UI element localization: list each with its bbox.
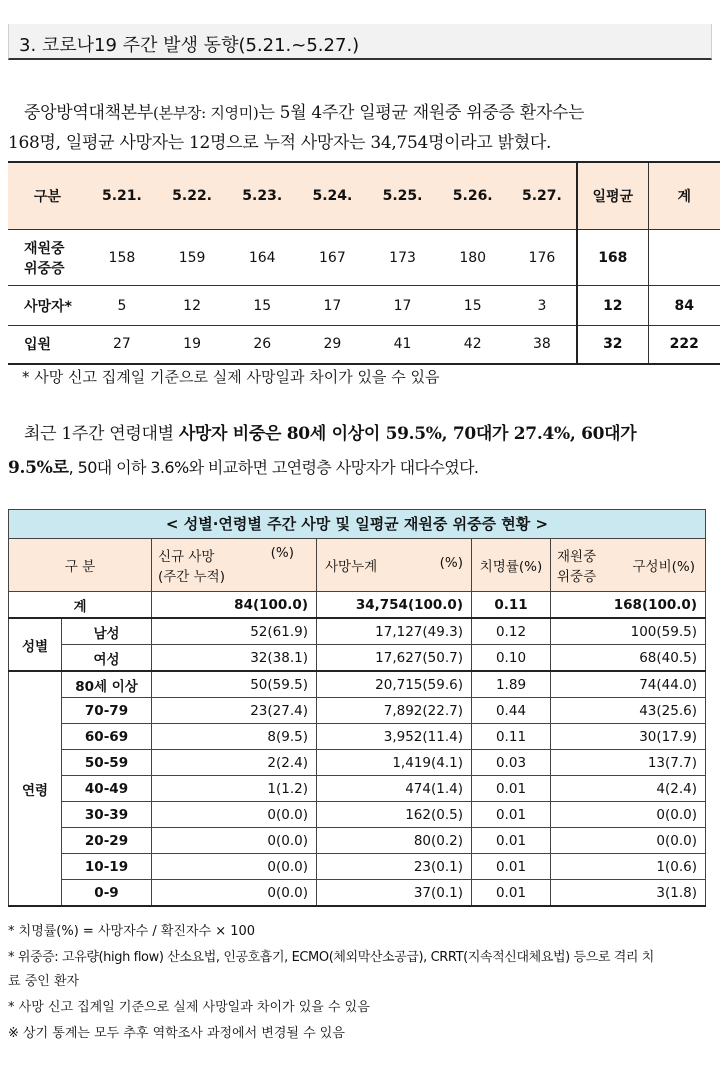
table-cell: 3 [508, 286, 577, 326]
table-cell: 68(40.5) [551, 645, 706, 672]
col-header: 5.22. [157, 162, 227, 230]
table1-note: * 사망 신고 집계일 기준으로 실제 사망일과 차이가 있을 수 있음 [22, 368, 440, 386]
table-cell: 474(1.4) [317, 776, 472, 802]
table-cell: 38 [508, 326, 577, 364]
table-cell: 176 [508, 230, 577, 286]
table-row [9, 724, 706, 750]
avg-cell: 168 [577, 230, 648, 286]
table-row [8, 230, 720, 286]
table-cell: 23(0.1) [317, 854, 472, 880]
row-label: 40-49 [62, 776, 152, 802]
table-header-row [8, 162, 720, 230]
sex-age-table [8, 538, 706, 907]
col-header: 구분 [8, 162, 87, 230]
table-cell: 37(0.1) [317, 880, 472, 907]
row-label: 0-9 [62, 880, 152, 907]
row-label: 50-59 [62, 750, 152, 776]
footnote: * 사망 신고 집계일 기준으로 실제 사망일과 차이가 있을 수 있음 [8, 1000, 370, 1015]
table-cell: 84(100.0) [152, 592, 317, 619]
row-label: 입원 [8, 326, 87, 364]
table-cell: 23(27.4) [152, 698, 317, 724]
table-cell: 0.11 [472, 724, 551, 750]
agency-head: (본부장: 지영미) [152, 104, 259, 122]
footnote: * 치명률(%) = 사망자수 / 확진자수 × 100 [8, 924, 256, 939]
col-header: 5.25. [367, 162, 437, 230]
table-cell: 8(9.5) [152, 724, 317, 750]
age-text-3: 9.5%로 [8, 458, 69, 478]
row-label: 10-19 [62, 854, 152, 880]
table-cell: 32(38.1) [152, 645, 317, 672]
table-cell: 17 [297, 286, 367, 326]
col-header: 5.27. [508, 162, 577, 230]
row-label: 여성 [62, 645, 152, 672]
table-cell: 180 [438, 230, 508, 286]
col-header: 치명률(%) [472, 539, 551, 592]
table-cell: 167 [297, 230, 367, 286]
table-cell: 1,419(4.1) [317, 750, 472, 776]
table-cell: 0.01 [472, 854, 551, 880]
age-text-4: , 50대 이하 3.6%와 비교하면 고연령층 사망자가 대다수였다. [68, 458, 479, 477]
table-cell: 15 [438, 286, 508, 326]
summary-text-1: 는 5월 4주간 일평균 재원중 위중증 환자수는 [258, 103, 585, 123]
age-text-2: 사망자 비중은 80세 이상이 59.5%, 70대가 27.4%, 60대가 [178, 424, 637, 444]
table-cell: 17 [367, 286, 437, 326]
footnote: 료 중인 환자 [8, 974, 80, 989]
table2-caption: < 성별·연령별 주간 사망 및 일평균 재원중 위중증 현황 > [8, 509, 706, 538]
row-label: 80세 이상 [62, 671, 152, 698]
col-header: 5.26. [438, 162, 508, 230]
table-cell: 34,754(100.0) [317, 592, 472, 619]
table-cell: 42 [438, 326, 508, 364]
table-cell: 168(100.0) [551, 592, 706, 619]
footnote: * 위중증: 고유량(high flow) 산소요법, 인공호흡기, ECMO(체외막산소공급), CRRT(지속적신대체요법) 등으로 격리 치 [8, 950, 654, 965]
table-cell: 100(59.5) [551, 618, 706, 645]
table-cell: 1(1.2) [152, 776, 317, 802]
table-cell: 19 [157, 326, 227, 364]
table-row [9, 828, 706, 854]
table-cell: 50(59.5) [152, 671, 317, 698]
table-cell: 52(61.9) [152, 618, 317, 645]
table-cell: 4(2.4) [551, 776, 706, 802]
table-cell: 0(0.0) [152, 854, 317, 880]
table-header-row [9, 539, 706, 592]
row-label: 재원중 위중증 [8, 230, 87, 286]
col-header: 5.23. [227, 162, 297, 230]
row-label: 20-29 [62, 828, 152, 854]
table-row [9, 776, 706, 802]
table-cell: 3(1.8) [551, 880, 706, 907]
table-cell: 5 [87, 286, 157, 326]
table-cell: 7,892(22.7) [317, 698, 472, 724]
agency-name: 중앙방역대책본부 [24, 103, 153, 123]
table-cell: 20,715(59.6) [317, 671, 472, 698]
table-cell: 162(0.5) [317, 802, 472, 828]
col-header: 일평균 [577, 162, 648, 230]
table-cell: 158 [87, 230, 157, 286]
table-row [9, 671, 706, 698]
table-cell: 1.89 [472, 671, 551, 698]
table-cell: 164 [227, 230, 297, 286]
table-cell: 29 [297, 326, 367, 364]
table-cell: 2(2.4) [152, 750, 317, 776]
table-cell: 0.01 [472, 828, 551, 854]
table-cell: 3,952(11.4) [317, 724, 472, 750]
age-paragraph [8, 418, 718, 485]
table-cell: 0.44 [472, 698, 551, 724]
table-cell: 41 [367, 326, 437, 364]
summary-text-2: 168명, 일평균 사망자는 12명으로 누적 사망자는 34,754명이라고 밝혔다. [8, 133, 552, 153]
age-text-1: 최근 1주간 연령대별 [24, 424, 179, 444]
table-row [9, 698, 706, 724]
table-cell: 0(0.0) [152, 828, 317, 854]
table-cell: 17,127(49.3) [317, 618, 472, 645]
group-label: 연령 [9, 671, 62, 906]
footnote: ※ 상기 통계는 모두 추후 역학조사 과정에서 변경될 수 있음 [8, 1026, 345, 1041]
section-title-bar [8, 24, 712, 60]
avg-cell: 12 [577, 286, 648, 326]
table-row [9, 802, 706, 828]
table-cell: 15 [227, 286, 297, 326]
table-cell: 43(25.6) [551, 698, 706, 724]
table-row [9, 592, 706, 619]
table-cell: 0.12 [472, 618, 551, 645]
table-row [8, 326, 720, 364]
col-header: 신규 사망 (%) (주간 누적) [152, 539, 317, 592]
table-cell: 0.01 [472, 880, 551, 907]
table-cell: 17,627(50.7) [317, 645, 472, 672]
table-cell: 26 [227, 326, 297, 364]
table-cell: 0.01 [472, 802, 551, 828]
table-row [9, 854, 706, 880]
total-cell: 222 [648, 326, 720, 364]
table-cell: 173 [367, 230, 437, 286]
table-row [9, 750, 706, 776]
col-header: 5.21. [87, 162, 157, 230]
table-row [9, 645, 706, 672]
table-cell: 0.10 [472, 645, 551, 672]
table-cell: 0(0.0) [152, 880, 317, 907]
table-cell: 0(0.0) [152, 802, 317, 828]
table-cell: 80(0.2) [317, 828, 472, 854]
table-cell: 30(17.9) [551, 724, 706, 750]
table-cell: 0(0.0) [551, 828, 706, 854]
table-row [9, 618, 706, 645]
summary-paragraph [8, 98, 718, 158]
row-label: 70-79 [62, 698, 152, 724]
group-label: 성별 [9, 618, 62, 671]
table-cell: 13(7.7) [551, 750, 706, 776]
table-cell: 159 [157, 230, 227, 286]
col-header: 5.24. [297, 162, 367, 230]
table-cell: 1(0.6) [551, 854, 706, 880]
table-cell: 0.03 [472, 750, 551, 776]
avg-cell: 32 [577, 326, 648, 364]
table-row [9, 880, 706, 907]
table-cell: 12 [157, 286, 227, 326]
row-label: 60-69 [62, 724, 152, 750]
row-label: 30-39 [62, 802, 152, 828]
table-cell: 0(0.0) [551, 802, 706, 828]
col-header: 사망누계 (%) [317, 539, 472, 592]
col-header: 구 분 [9, 539, 152, 592]
total-cell: 84 [648, 286, 720, 326]
row-label: 계 [9, 592, 152, 619]
table-cell: 27 [87, 326, 157, 364]
table-cell: 0.11 [472, 592, 551, 619]
weekly-trend-table [8, 161, 720, 365]
section-title: 3. 코로나19 주간 발생 동향(5.21.~5.27.) [19, 35, 360, 56]
row-label: 사망자* [8, 286, 87, 326]
col-header: 재원중 위중증 구성비(%) [551, 539, 706, 592]
col-header: 계 [648, 162, 720, 230]
table-cell: 0.01 [472, 776, 551, 802]
table-row [8, 286, 720, 326]
total-cell [648, 230, 720, 286]
row-label: 남성 [62, 618, 152, 645]
table-cell: 74(44.0) [551, 671, 706, 698]
